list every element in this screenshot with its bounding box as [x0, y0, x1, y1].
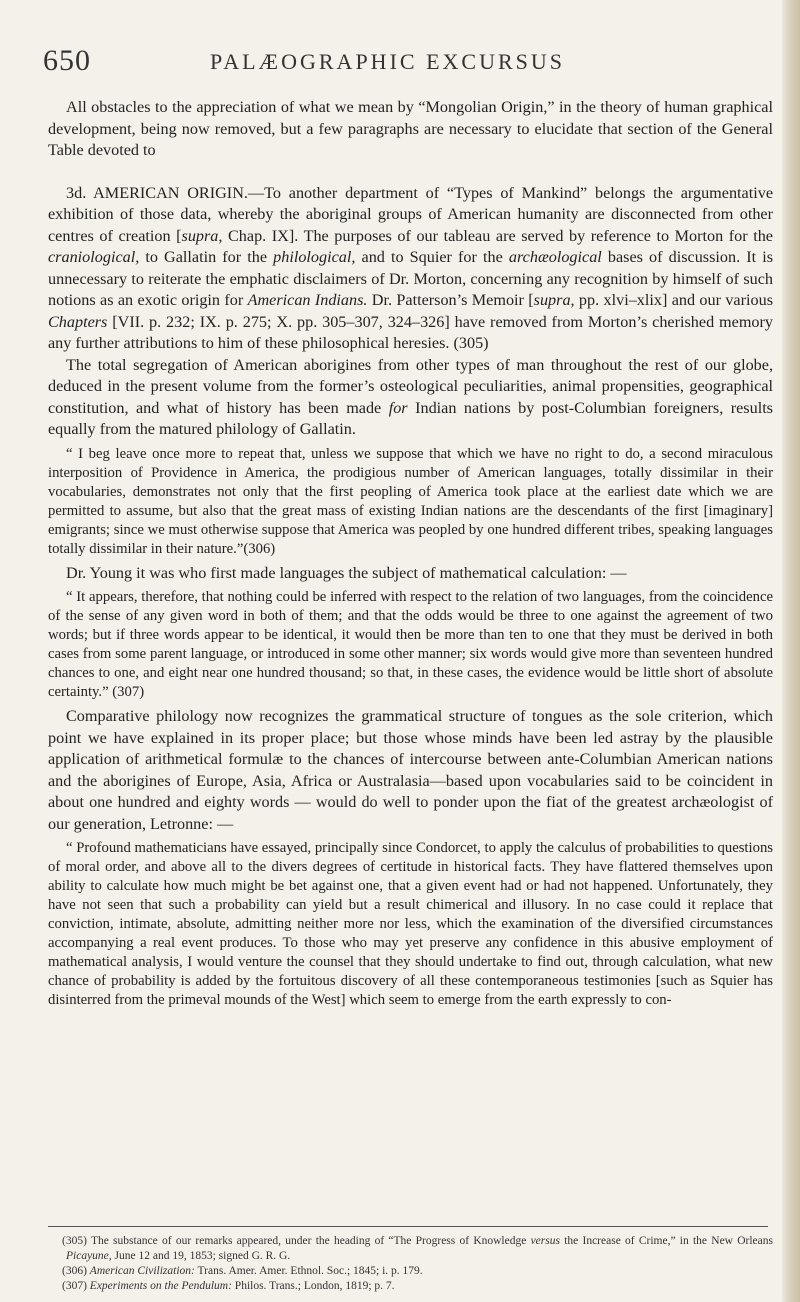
text-run: to Gallatin for the	[139, 248, 274, 266]
text-run: the Increase of Crime,” in the New Orleans	[559, 1235, 773, 1247]
italic-run: versus	[530, 1235, 560, 1247]
italic-run: philological,	[273, 248, 356, 266]
text-run: pp. xlvi–xlix] and our various	[574, 291, 773, 309]
quotation-young: “ It appears, therefore, that nothing could be inferred with respect to the relation of two languages, from the coincidence of the sense of any given word in both of them; and that the odds would be three to one against the agreement of two words; but if three words appear to be identical, it would then be more than ten to one that they must be derived in both cases from some parent language, or introduced in some other manner; six words would give more than seventeen hundred chances to one, and eight near one hundred thousand; so that, in these cases, the evidence would be little short of absolute certainty.” (307)	[48, 589, 773, 700]
text-run: Dr. Patterson’s Memoir [	[367, 291, 534, 309]
page-spine-edge	[782, 0, 800, 1302]
footnote-307	[48, 1279, 773, 1294]
text-run: Philos. Trans.; London, 1819; p. 7.	[231, 1280, 395, 1292]
running-title: PALÆOGRAPHIC EXCURSUS	[210, 49, 565, 74]
italic-run: Experiments on the Pendulum:	[89, 1280, 232, 1292]
page-header	[43, 44, 763, 84]
footnotes	[48, 1234, 773, 1294]
footnote-305	[48, 1234, 773, 1264]
paragraph-young: Dr. Young it was who first made languages the subject of mathematical calculation: —	[66, 563, 627, 582]
paragraph-segregation	[48, 355, 773, 441]
italic-run: supra,	[181, 226, 223, 245]
paragraph-intro: All obstacles to the appreciation of what we mean by “Mongolian Origin,” in the theory of human graphical development, being now removed, but a few paragraphs are necessary to elucidate that section of the General Table devoted to	[48, 98, 773, 159]
text-run: (305) The substance of our remarks appeared, under the heading of “The Progress of Knowledge	[62, 1235, 531, 1247]
quotation-letronne: “ Profound mathematicians have essayed, principally since Condorcet, to apply the calculus of probabilities to questions of moral order, and above all to the divers degrees of certitude in historical facts. They have flattered themselves upon ability to calculate how much might be bet against one, that a given event had or had not happened. Unfortunately, they have not seen that such a probability can yield but a result chimerical and illusory. In no case could it replace that conviction, intimate, absolute, admitting neither more nor less, which the examination of the diversified circumstances accompanying a real event produces. To those who may yet preserve any confidence in this abusive employment of mathematical analysis, I would venture the counsel that they should undertake to find out, through calculation, what new chance of probability is added by the fortuitous discovery of all these contemporaneous testimonies [such as Squier has disinterred from the primeval mounds of the West] which seem to emerge from the earth expressly to con-	[48, 840, 773, 1008]
paragraph-comparative-philology: Comparative philology now recognizes the grammatical structure of tongues as the sole criterion, which point we have explained in its proper place; but those whose minds have been led astray by the plausible application of arithmetical formulæ to the chances of intercourse between ante-Columbian American nations and the aborigines of Europe, Asia, Africa or Australasia—based upon vocabularies said to be coincident in about one hundred and eighty words — would do well to ponder upon the fiat of the greatest archæologist of our generation, Letronne: —	[48, 707, 773, 833]
text-run: Chap. IX]. The purposes of our tableau are served by reference to Morton for the	[222, 226, 773, 245]
text-run: (307)	[62, 1280, 90, 1292]
quotation-gallatin: “ I beg leave once more to repeat that, unless we suppose that which we have no right to do, a second miraculous interposition of Providence in America, the prodigious number of American languages, totally dissimilar in their vocabularies, demonstrates not only that the first peopling of America took place at the earliest date which we are permitted to assume, but also that the great mass of existing Indian nations are the descendants of the first [imaginary] emigrants; since we must otherwise suppose that America was peopled by one hundred different tribes, speaking languages totally dissimilar in their nature.”(306)	[48, 445, 773, 557]
text-run: Trans. Amer. Amer. Ethnol. Soc.; 1845; i. p. 179.	[194, 1265, 423, 1277]
text-run: (306)	[62, 1265, 90, 1277]
italic-run: archæological	[508, 248, 602, 266]
italic-run: American Indians.	[247, 291, 368, 309]
italic-run: for	[388, 398, 408, 417]
italic-run: supra,	[533, 291, 575, 309]
text-run: Indian nations by post-Columbian foreigners, results equally from the matured philology of Gallatin.	[48, 398, 773, 438]
italic-run: American Civilization:	[89, 1265, 195, 1277]
text-run: 3d. AMERICAN ORIGIN.—To another department of “Types of Mankind” belongs the argumentative exhibition of those data, whereby the aboriginal groups of American humanity are disconnected from other centres of creation [	[48, 183, 773, 245]
page-number: 650	[43, 44, 91, 77]
footnote-rule	[48, 1226, 768, 1227]
footnote-306	[48, 1264, 773, 1279]
text-run: [VII. p. 232; IX. p. 275; X. pp. 305–307, 324–326] have removed from Morton’s cherished memory any further attributions to him of these philosophical heresies. (305)	[48, 312, 773, 352]
text-run: bases of discussion. It is unnecessary to reiterate the emphatic disclaimers of Dr. Morton, concerning any recognition by himself of such notions as an exotic origin for	[48, 248, 773, 309]
text-run: and to Squier for the	[355, 248, 509, 266]
text-run: The total segregation of American aborigines from other types of man throughout the rest of our globe, deduced in the present volume from the former’s osteological peculiarities, animal propensities, geographical constitution, and what of history has been made	[48, 355, 773, 417]
text-run: June 12 and 19, 1853; signed G. R. G.	[111, 1250, 291, 1262]
italic-run: craniological,	[48, 248, 140, 266]
italic-run: Picayune,	[66, 1250, 112, 1262]
paragraph-american-origin	[48, 183, 773, 355]
italic-run: Chapters	[48, 312, 108, 331]
page-body	[48, 97, 773, 1010]
